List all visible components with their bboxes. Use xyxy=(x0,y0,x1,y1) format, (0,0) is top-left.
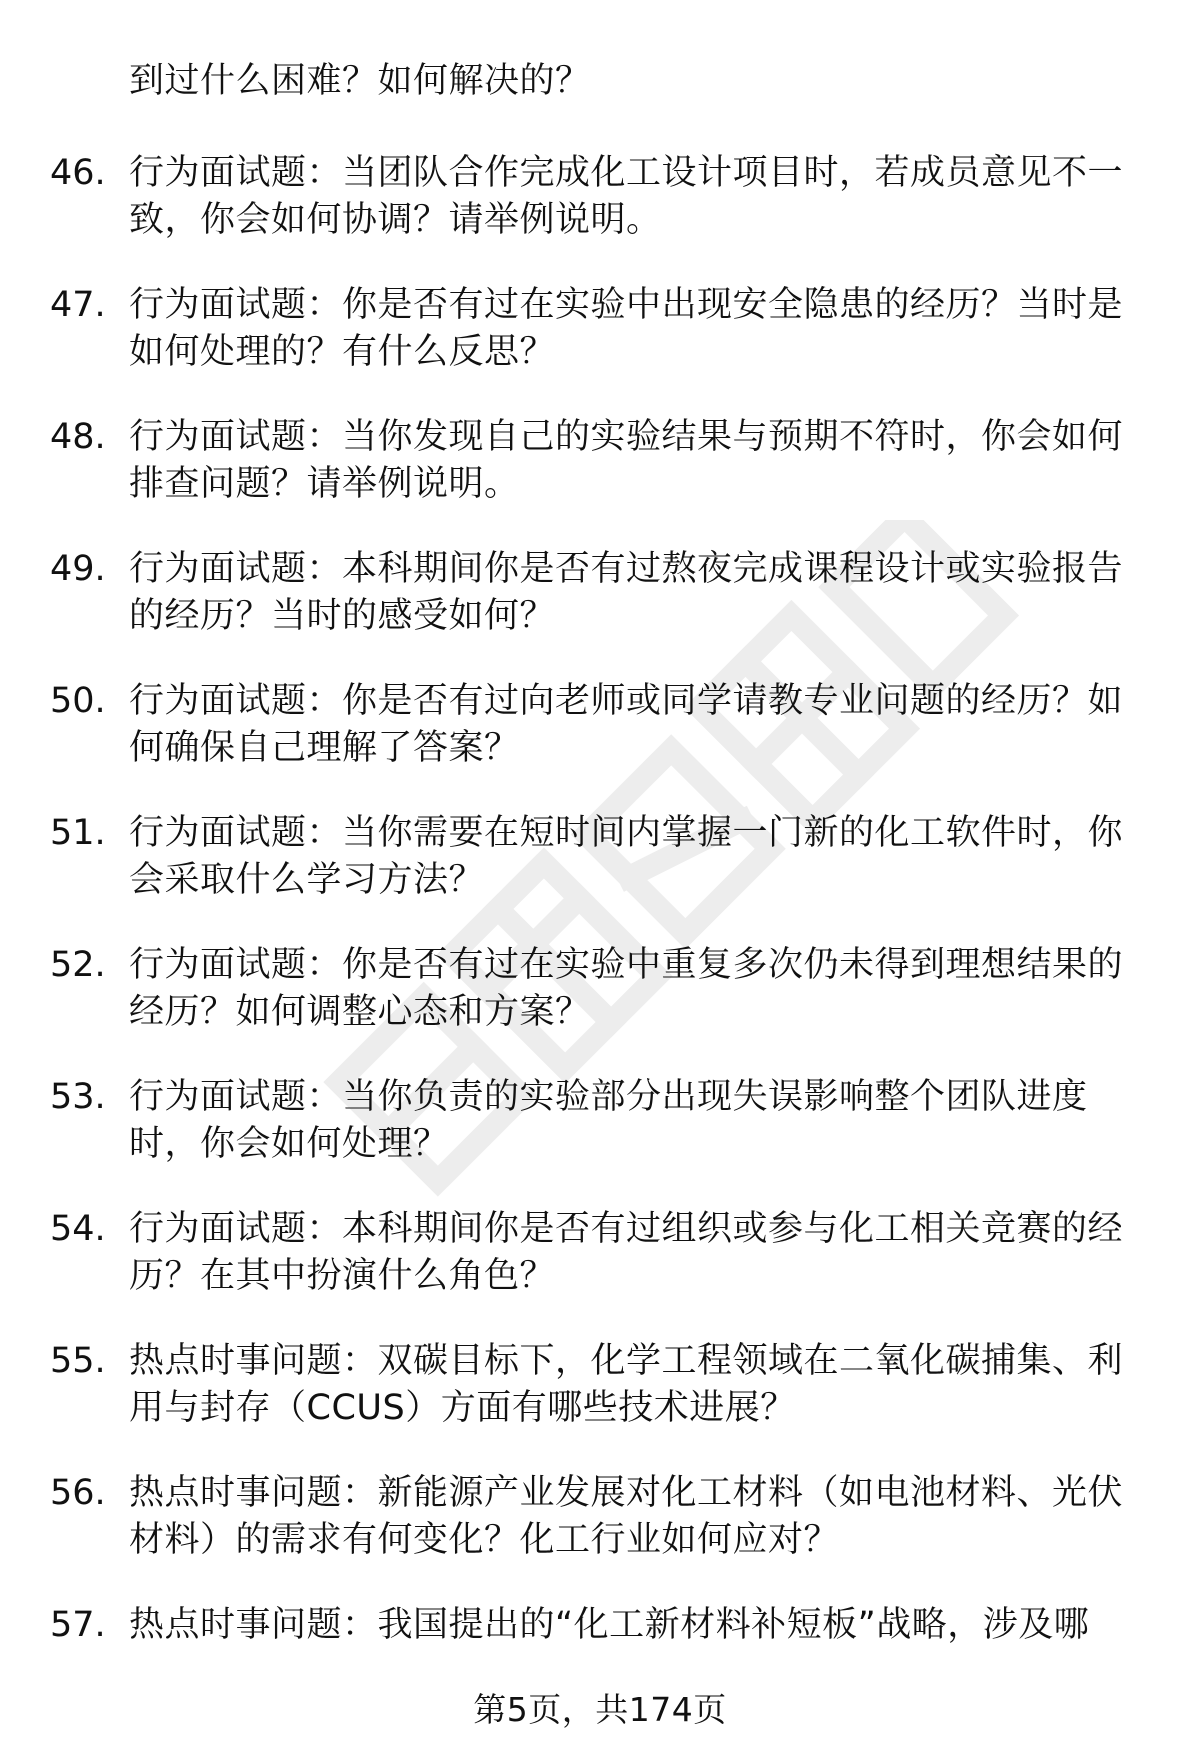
question-text-line: 行为面试题：你是否有过向老师或同学请教专业问题的经历？如 xyxy=(129,681,1124,721)
question-text-line: 行为面试题：当你需要在短时间内掌握一门新的化工软件时，你 xyxy=(129,813,1124,853)
list-item xyxy=(0,942,1200,1074)
question-text-line: 热点时事问题：新能源产业发展对化工材料（如电池材料、光伏 xyxy=(129,1473,1124,1513)
question-number: 56. xyxy=(50,1473,106,1513)
question-number: 52. xyxy=(50,945,106,985)
question-number: 48. xyxy=(50,417,106,457)
question-list xyxy=(0,150,1200,1734)
question-text-line: 致，你会如何协调？请举例说明。 xyxy=(129,200,662,240)
question-number: 47. xyxy=(50,285,106,325)
question-text-line: 热点时事问题：我国提出的“化工新材料补短板”战略，涉及哪 xyxy=(129,1605,1090,1645)
question-text-line: 会采取什么学习方法？ xyxy=(129,860,485,900)
question-number: 54. xyxy=(50,1209,106,1249)
list-item xyxy=(0,1338,1200,1470)
question-number: 51. xyxy=(50,813,106,853)
question-number: 57. xyxy=(50,1605,106,1645)
question-text-line: 的经历？当时的感受如何？ xyxy=(129,596,556,636)
question-number: 49. xyxy=(50,549,106,589)
question-text-line: 热点时事问题：双碳目标下，化学工程领域在二氧化碳捕集、利 xyxy=(129,1341,1124,1381)
list-item xyxy=(0,678,1200,810)
question-text-line: 时，你会如何处理？ xyxy=(129,1124,449,1164)
question-text-line: 行为面试题：当你发现自己的实验结果与预期不符时，你会如何 xyxy=(129,417,1124,457)
question-text-line: 行为面试题：当你负责的实验部分出现失误影响整个团队进度 xyxy=(129,1077,1088,1117)
question-text-line: 何确保自己理解了答案？ xyxy=(129,728,520,768)
question-text-line: 经历？如何调整心态和方案？ xyxy=(129,992,591,1032)
list-item xyxy=(0,810,1200,942)
question-text-line: 行为面试题：本科期间你是否有过组织或参与化工相关竞赛的经 xyxy=(129,1209,1124,1249)
list-item xyxy=(0,546,1200,678)
list-item xyxy=(0,1470,1200,1602)
page-number-footer: 第5页，共174页 xyxy=(473,1690,727,1729)
question-text-line: 排查问题？请举例说明。 xyxy=(129,464,520,504)
question-text-line: 行为面试题：你是否有过在实验中出现安全隐患的经历？当时是 xyxy=(129,285,1124,325)
question-text-line: 行为面试题：当团队合作完成化工设计项目时，若成员意见不一 xyxy=(129,153,1124,193)
list-item xyxy=(0,1206,1200,1338)
question-text-line: 材料）的需求有何变化？化工行业如何应对？ xyxy=(129,1520,840,1560)
list-item xyxy=(0,414,1200,546)
question-text-line: 用与封存（CCUS）方面有哪些技术进展？ xyxy=(129,1388,796,1428)
question-text-line: 行为面试题：你是否有过在实验中重复多次仍未得到理想结果的 xyxy=(129,945,1124,985)
question-text-line: 行为面试题：本科期间你是否有过熬夜完成课程设计或实验报告 xyxy=(129,549,1124,589)
question-text-line: 如何处理的？有什么反思？ xyxy=(129,332,556,372)
question-number: 46. xyxy=(50,153,106,193)
list-item xyxy=(0,150,1200,282)
list-item xyxy=(0,282,1200,414)
list-item xyxy=(0,1074,1200,1206)
continuation-text: 到过什么困难？如何解决的？ xyxy=(129,61,591,101)
question-number: 55. xyxy=(50,1341,106,1381)
question-number: 50. xyxy=(50,681,106,721)
question-text-line: 历？在其中扮演什么角色？ xyxy=(129,1256,556,1296)
question-number: 53. xyxy=(50,1077,106,1117)
